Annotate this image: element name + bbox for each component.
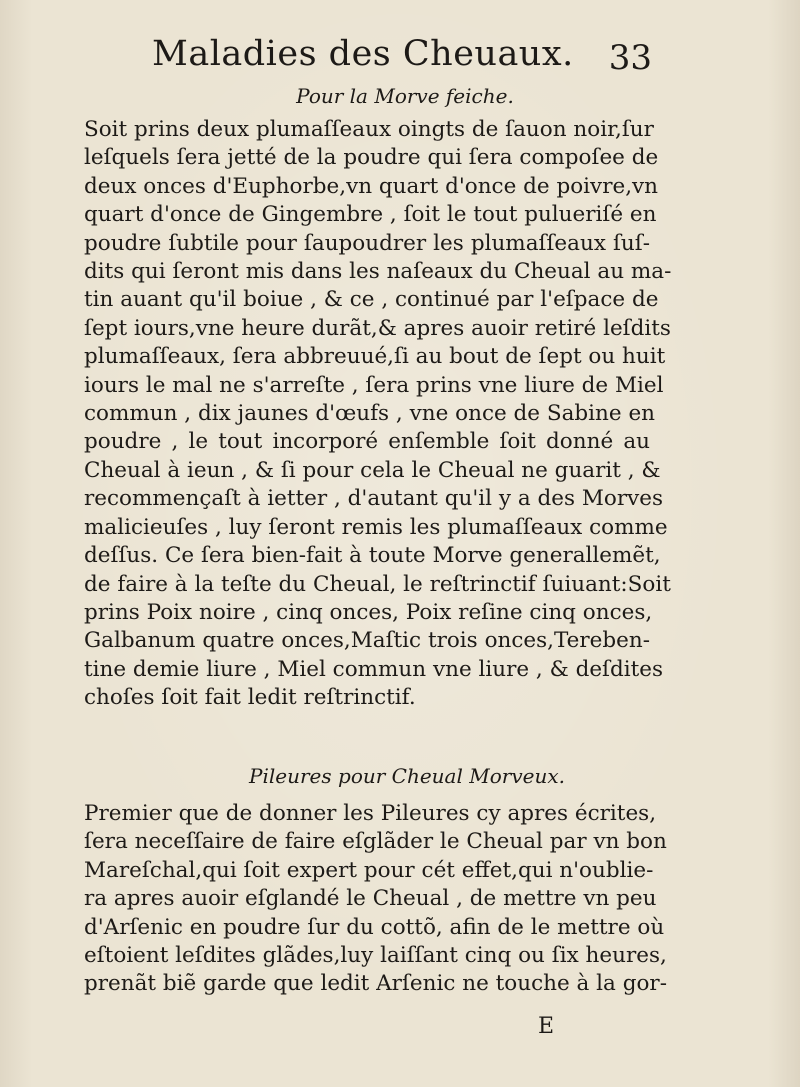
- text-line: Soit prins deux plumaſſeaux oingts de ſauon noir,ſur: [84, 117, 654, 142]
- paragraph-pileures: [84, 800, 667, 999]
- text-line: prins Poix noire , cinq onces, Poix reſine cinq onces,: [84, 599, 653, 625]
- text-line: de faire à la teſte du Cheual, le reſtrinctif ſuiuant:Soit: [84, 571, 671, 597]
- text-line: d'Arſenic en poudre ſur du cottõ, afin de le mettre où: [84, 914, 665, 940]
- text-line: tin auant qu'il boiue , & ce , continué par l'eſpace de: [84, 287, 659, 313]
- text-line: prenãt biẽ garde que ledit Arſenic ne touche à la gor-: [84, 971, 667, 997]
- text-line: dits qui ſeront mis dans les naſeaux du Cheual au ma-: [84, 259, 672, 285]
- text-line: malicieuſes , luy ſeront remis les plumaſſeaux comme: [84, 514, 668, 540]
- text-line: eſtoient leſdites glãdes,luy laiſſant cinq ou ſix heures,: [84, 943, 667, 969]
- text-line: quart d'once de Gingembre , ſoit le tout pulueriſé en: [84, 202, 657, 228]
- text-line: deſſus. Ce ſera bien-fait à toute Morve generallemẽt,: [84, 543, 661, 569]
- text-line: commun , dix jaunes d'œufs , vne once de Sabine en: [84, 401, 656, 427]
- text-line: Premier que de donner les Pileures cy apres écrites,: [84, 801, 657, 826]
- text-line: ſera neceſſaire de faire eſglãder le Cheual par vn bon: [84, 829, 667, 855]
- text-line: iours le mal ne s'arreſte , ſera prins vne liure de Miel: [84, 372, 664, 398]
- section-heading-morve-seiche: Pour la Morve feiche.: [296, 84, 514, 108]
- text-line: deux onces d'Euphorbe,vn quart d'once de poivre,vn: [84, 173, 659, 199]
- text-line: leſquels ſera jetté de la poudre qui ſera compoſee de: [84, 145, 659, 171]
- text-line: ra apres auoir eſglandé le Cheual , de mettre vn peu: [84, 886, 657, 912]
- text-line: choſes ſoit fait ledit reſtrinctif.: [84, 685, 416, 711]
- text-line: ſept iours,vne heure durãt,& apres auoir retiré leſdits: [84, 315, 671, 341]
- signature-mark: E: [538, 1014, 555, 1039]
- text-line: poudre ſubtile pour ſaupoudrer les plumaſſeaux ſuſ-: [84, 230, 650, 256]
- paragraph-morve-seiche: [84, 116, 672, 713]
- running-title: Maladies des Cheuaux.: [152, 34, 574, 74]
- text-line: Mareſchal,qui ſoit expert pour cét effet,qui n'oublie-: [84, 857, 654, 883]
- text-line: poudre , le tout incorporé enſemble ſoit donné au: [84, 429, 650, 455]
- text-line: Cheual à ieun , & ſi pour cela le Cheual ne guarit , &: [84, 457, 661, 483]
- section-heading-pileures: Pileures pour Cheual Morveux.: [249, 764, 565, 788]
- text-line: plumaſſeaux, ſera abbreuué,ſi au bout de ſept ou huit: [84, 344, 666, 370]
- text-line: recommençaſt à ietter , d'autant qu'il y a des Morves: [84, 486, 664, 512]
- text-line: tine demie liure , Miel commun vne liure , & deſdites: [84, 656, 664, 682]
- text-line: Galbanum quatre onces,Maſtic trois onces,Tereben-: [84, 628, 650, 654]
- page-number: 33: [608, 38, 652, 78]
